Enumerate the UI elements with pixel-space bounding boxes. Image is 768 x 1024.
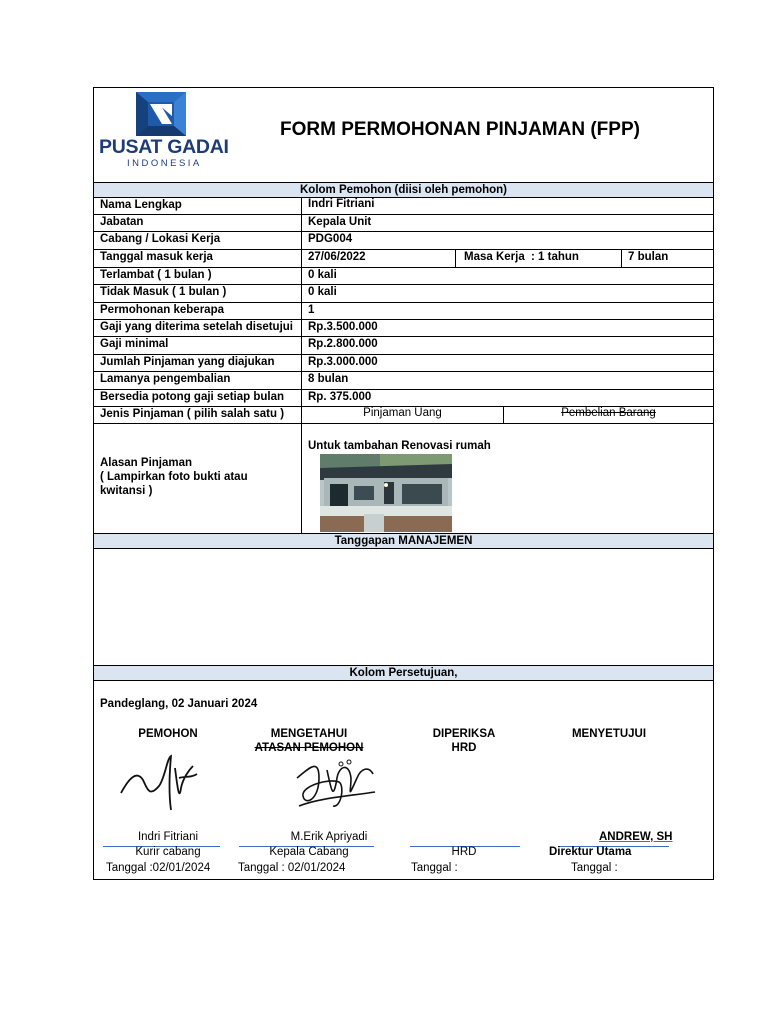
field-label: Jabatan — [100, 216, 144, 228]
signer-role-menyetujui: MENYETUJUI — [571, 728, 647, 740]
field-row-jenis-pinjaman — [94, 407, 713, 424]
form-header — [94, 88, 713, 183]
field-label: Lamanya pengembalian — [100, 373, 231, 385]
place-date: Pandeglang, 02 Januari 2024 — [100, 698, 258, 710]
field-label: Permohonan keberapa — [100, 304, 224, 316]
field-row-jabatan — [94, 215, 713, 232]
signer-title: Kurir cabang — [135, 846, 201, 858]
field-value[interactable]: 0 kali — [308, 269, 337, 281]
logo-text: PUSAT GADAI — [99, 136, 229, 158]
field-value[interactable]: Rp. 375.000 — [308, 391, 372, 403]
signature-pemohon — [119, 748, 199, 818]
field-row-terlambat — [94, 268, 713, 285]
option-pembelian-barang[interactable]: Pembelian Barang — [561, 407, 656, 419]
manajemen-response-area[interactable] — [94, 549, 713, 665]
field-row-gaji-diterima — [94, 320, 713, 337]
signer-date[interactable]: Tanggal : — [411, 862, 458, 874]
masa-kerja-label: Masa Kerja — [464, 251, 525, 263]
field-row-lamanya — [94, 372, 713, 390]
section-manajemen-header: Tanggapan MANAJEMEN — [94, 533, 713, 549]
signer-date[interactable]: Tanggal : — [571, 862, 618, 874]
field-label: Terlambat ( 1 bulan ) — [100, 269, 212, 281]
field-value[interactable]: Rp.3.000.000 — [308, 356, 378, 368]
signature-atasan — [289, 748, 379, 820]
field-value[interactable]: PDG004 — [308, 233, 353, 245]
form-title: FORM PERMOHONAN PINJAMAN (FPP) — [280, 119, 640, 140]
field-row-potong-gaji — [94, 390, 713, 407]
signer-role-hrd: HRD — [451, 742, 477, 754]
alasan-value[interactable]: Untuk tambahan Renovasi rumah — [308, 440, 491, 452]
field-row-alasan — [94, 424, 713, 534]
field-value[interactable]: Rp.3.500.000 — [308, 321, 378, 333]
signer-date[interactable]: Tanggal : 02/01/2024 — [238, 862, 346, 874]
field-label: Bersedia potong gaji setiap bulan — [100, 391, 285, 403]
field-value[interactable]: 1 — [308, 304, 315, 316]
field-value[interactable]: 27/06/2022 — [308, 251, 366, 263]
field-row-tanggal-masuk — [94, 250, 713, 268]
field-row-cabang — [94, 232, 713, 250]
field-row-permohonan — [94, 303, 713, 320]
field-value[interactable]: Indri Fitriani — [308, 198, 375, 210]
field-label: Nama Lengkap — [100, 199, 182, 211]
field-value[interactable]: 0 kali — [308, 286, 337, 298]
field-value[interactable]: 8 bulan — [308, 373, 349, 385]
signer-title: HRD — [451, 846, 477, 858]
field-label: Jenis Pinjaman ( pilih salah satu ) — [100, 408, 285, 420]
signer-name: Indri Fitriani — [137, 831, 199, 843]
field-value[interactable]: Kepala Unit — [308, 216, 372, 228]
field-row-jumlah-pinjaman — [94, 355, 713, 372]
field-label: Cabang / Lokasi Kerja — [100, 233, 221, 245]
field-value[interactable]: Rp.2.800.000 — [308, 338, 378, 350]
loan-application-form — [93, 87, 714, 880]
field-label: Tidak Masuk ( 1 bulan ) — [100, 286, 227, 298]
field-row-nama — [94, 198, 713, 215]
signer-role-diperiksa: DIPERIKSA — [432, 728, 496, 740]
field-label: Gaji yang diterima setelah disetujui — [100, 321, 294, 333]
company-logo — [98, 90, 229, 169]
signer-title: Direktur Utama — [549, 846, 632, 858]
logo-subtext: INDONESIA — [127, 158, 202, 169]
signer-role-atasan: ATASAN PEMOHON — [254, 742, 364, 754]
signer-date[interactable]: Tanggal :02/01/2024 — [106, 862, 211, 874]
alasan-label: Alasan Pinjaman ( Lampirkan foto bukti atau kwitansi ) — [100, 457, 248, 497]
signer-role-mengetahui: MENGETAHUI — [270, 728, 348, 740]
signer-name: M.Erik Apriyadi — [290, 831, 368, 843]
house-photo[interactable] — [320, 454, 452, 532]
field-label: Gaji minimal — [100, 338, 169, 350]
masa-kerja-tahun[interactable]: : 1 tahun — [531, 251, 579, 263]
signer-title: Kepala Cabang — [269, 846, 349, 858]
masa-kerja-bulan[interactable]: 7 bulan — [628, 251, 669, 263]
field-label: Tanggal masuk kerja — [100, 251, 213, 263]
field-row-tidak-masuk — [94, 285, 713, 303]
field-row-gaji-minimal — [94, 337, 713, 355]
logo-mark-icon — [98, 90, 220, 138]
signer-role-pemohon: PEMOHON — [138, 728, 198, 740]
section-persetujuan-header: Kolom Persetujuan, — [94, 665, 713, 681]
field-label: Jumlah Pinjaman yang diajukan — [100, 356, 275, 368]
signer-name: ANDREW, SH — [599, 831, 673, 843]
section-pemohon-header: Kolom Pemohon (diisi oleh pemohon) — [94, 182, 713, 198]
option-pinjaman-uang[interactable]: Pinjaman Uang — [363, 407, 442, 419]
